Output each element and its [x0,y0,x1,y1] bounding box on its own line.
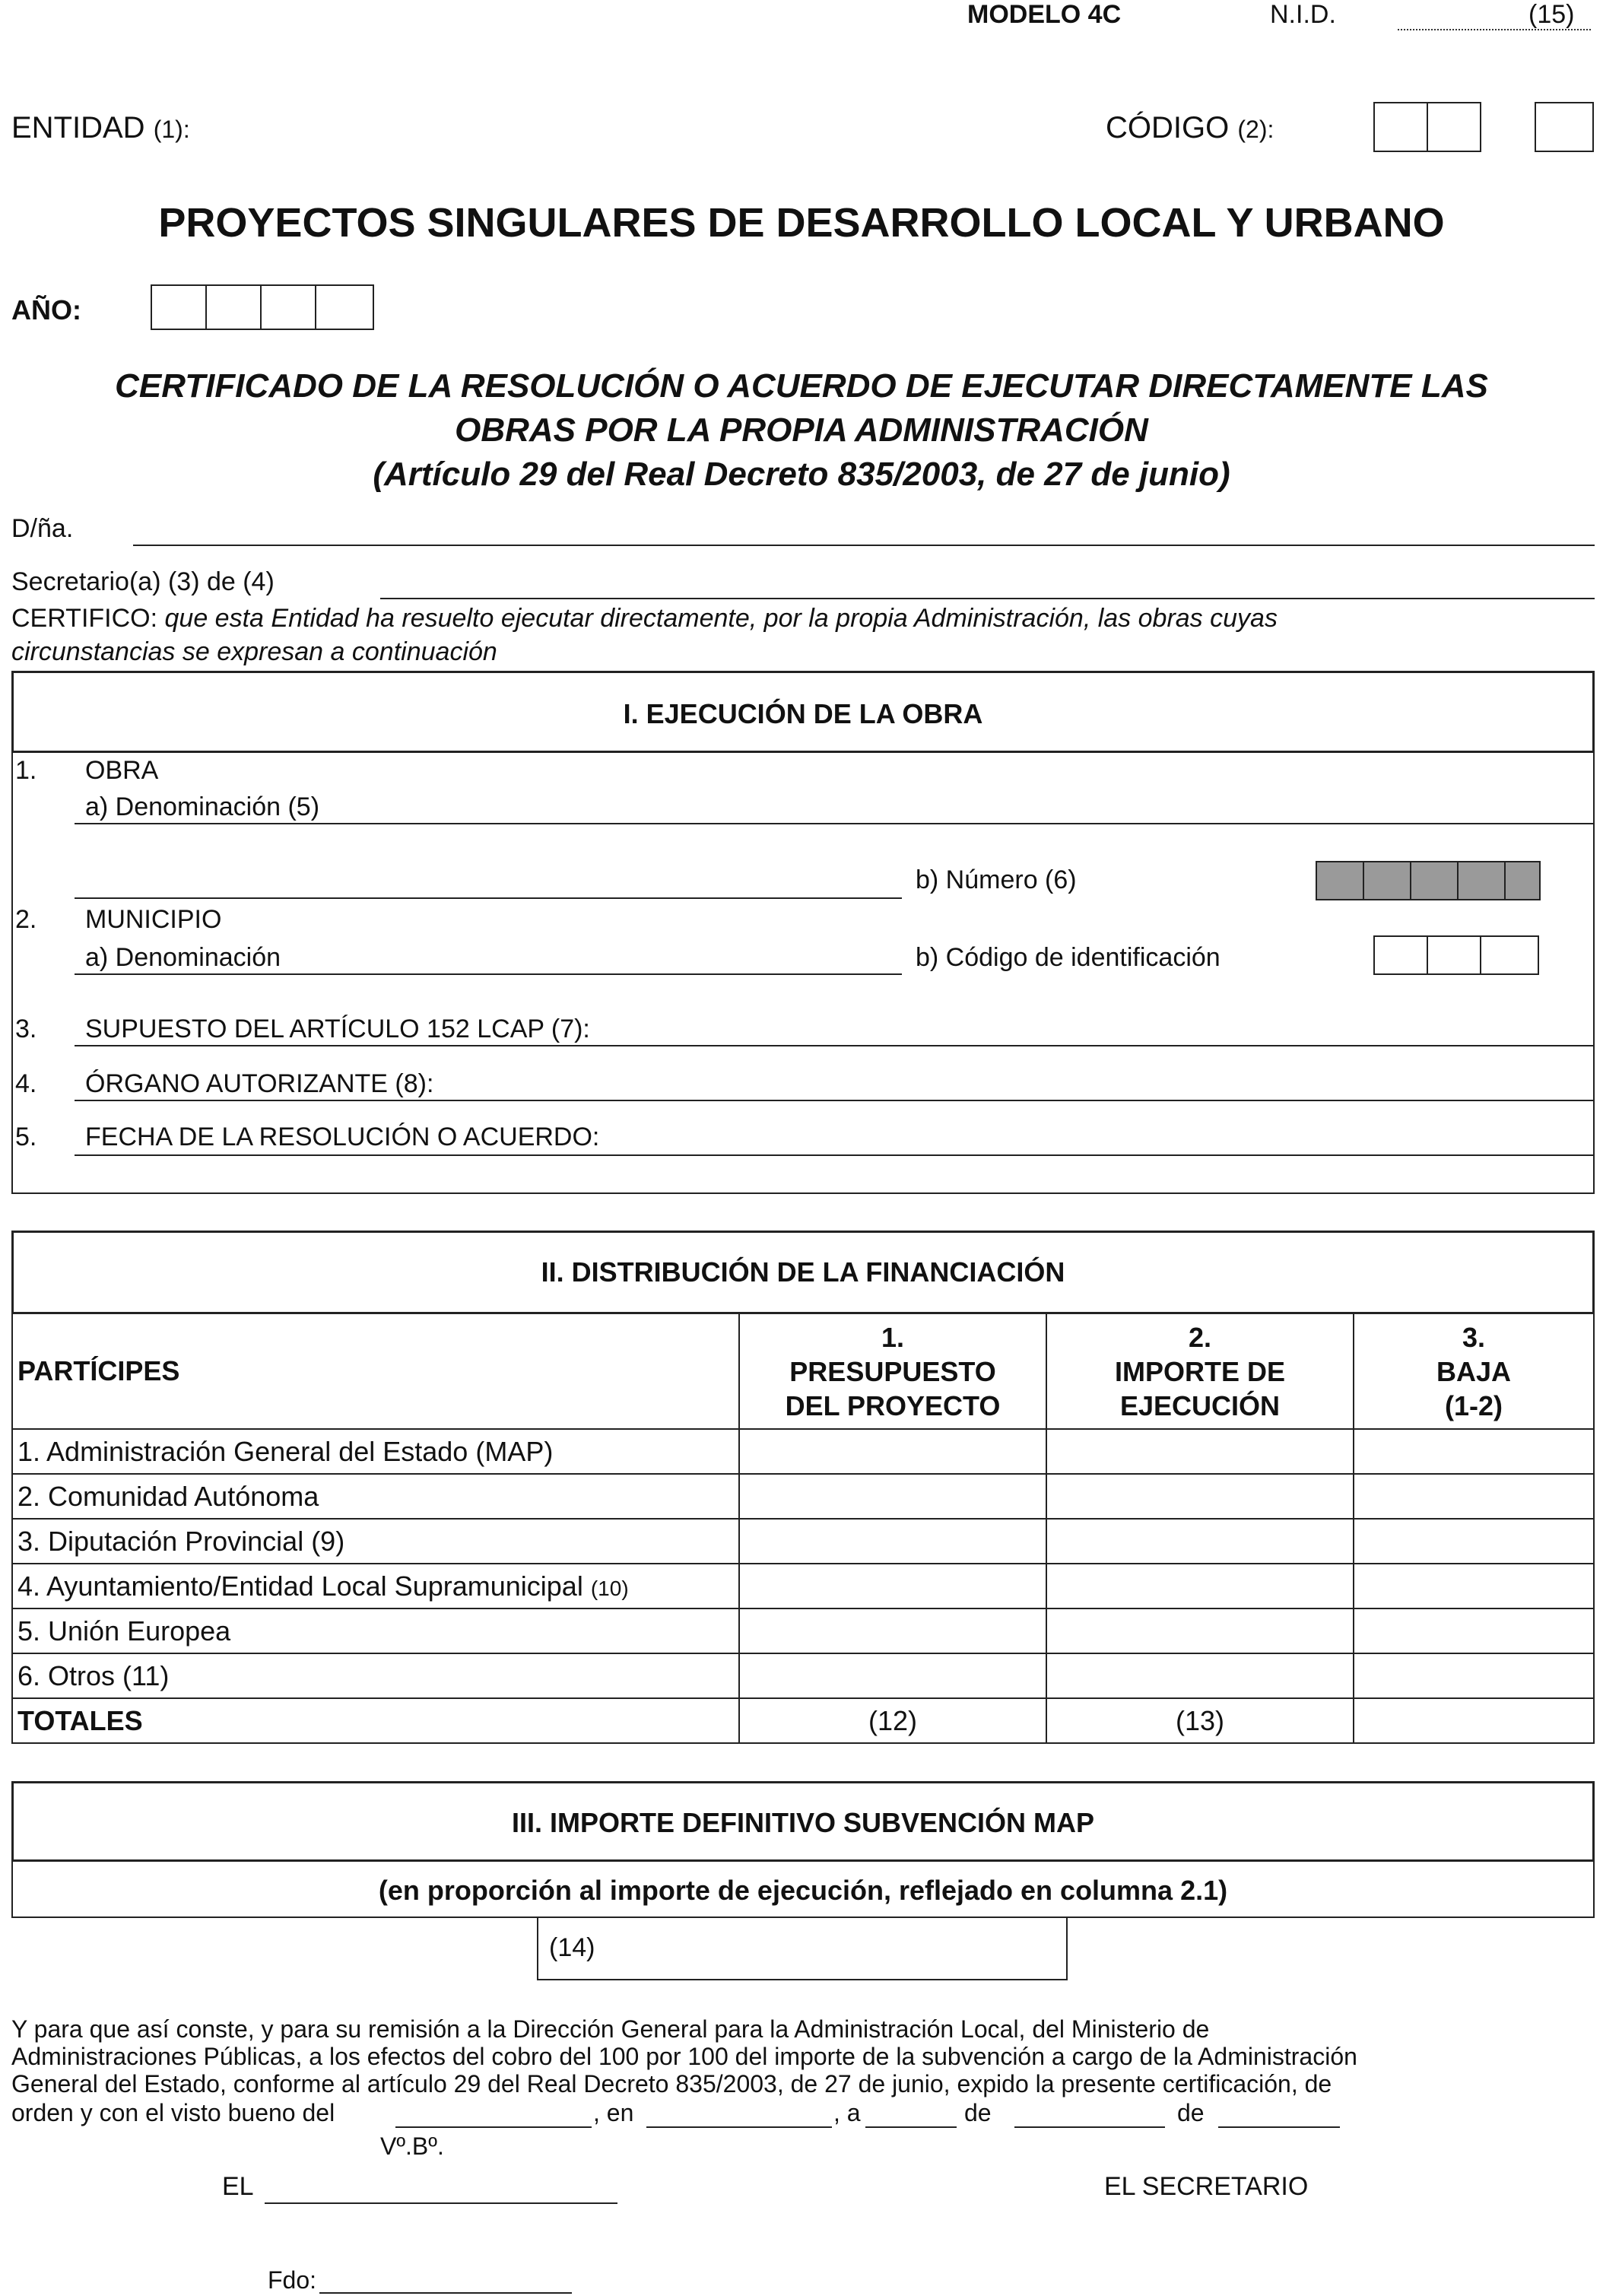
participant-label: 4. Ayuntamiento/Entidad Local Supramunicipal (10) [12,1564,739,1608]
section2-header [11,1231,1595,1314]
section2-title: II. DISTRIBUCIÓN DE LA FINANCIACIÓN [541,1256,1065,1288]
reduction-cell[interactable] [1354,1474,1594,1519]
supuesto-label: SUPUESTO DEL ARTÍCULO 152 LCAP (7): [85,1015,590,1043]
budget-cell[interactable] [739,1564,1046,1608]
year-label: AÑO: [11,294,81,326]
dna-field[interactable] [133,545,1595,546]
month-field[interactable] [1014,2126,1165,2128]
header-participants: PARTÍCIPES [12,1313,739,1429]
section1-left-border [11,751,13,1194]
reduction-cell[interactable] [1354,1429,1594,1474]
section1-header [11,671,1595,753]
total-budget-cell[interactable]: (12) [739,1698,1046,1743]
obra-number-box-3 [1410,861,1459,900]
section3-subtitle: (en proporción al importe de ejecución, reflejado en columna 2.1) [378,1875,1228,1906]
item5-number: 5. [15,1123,37,1151]
dna-label: D/ña. [11,514,74,543]
certifico-text: CERTIFICO: que esta Entidad ha resuelto ejecutar directamente, por la propia Administración, las obras cuyas [11,604,1278,633]
participant-label: 6. Otros (11) [12,1653,739,1698]
municipio-label: MUNICIPIO [85,905,222,934]
certificate-legal-reference: (Artículo 29 del Real Decreto 835/2003, de 27 de junio) [373,456,1230,493]
budget-cell[interactable] [739,1474,1046,1519]
closing-line3: General del Estado, conforme al artículo 29 del Real Decreto 835/2003, de 27 de junio, expido la presente certificación, de [11,2070,1332,2098]
budget-cell[interactable] [739,1608,1046,1653]
reduction-cell[interactable] [1354,1564,1594,1608]
obra-number-box-4 [1457,861,1506,900]
fecha-label: FECHA DE LA RESOLUCIÓN O ACUERDO: [85,1123,600,1151]
closing-en: , en [593,2099,634,2126]
municipio-denomination-field[interactable] [75,973,902,975]
reduction-cell[interactable] [1354,1519,1594,1564]
total-execution-cell[interactable]: (13) [1046,1698,1354,1743]
totals-row [12,1698,1594,1743]
table-row [12,1564,1594,1608]
day-field[interactable] [865,2126,957,2128]
subsidy-amount-field[interactable] [537,1917,1068,1980]
financing-header-row [12,1313,1594,1429]
nid-label: N.I.D. [1270,0,1336,29]
municipio-code-box-1[interactable] [1373,935,1428,975]
participant-label: 1. Administración General del Estado (MAP) [12,1429,739,1474]
item1-number: 1. [15,756,37,785]
table-row [12,1429,1594,1474]
nid-field[interactable] [1398,29,1591,30]
supuesto-field[interactable] [75,1045,1593,1046]
code-box-3[interactable] [1535,102,1594,152]
participant-label: 2. Comunidad Autónoma [12,1474,739,1519]
budget-cell[interactable] [739,1653,1046,1698]
page-title: PROYECTOS SINGULARES DE DESARROLLO LOCAL Y URBANO [158,200,1445,246]
header-budget: 1. PRESUPUESTO DEL PROYECTO [739,1313,1046,1429]
section3-subheader [11,1860,1595,1918]
fdo-field[interactable] [319,2292,572,2294]
code-box-1[interactable] [1373,102,1428,152]
obra-number-label: b) Número (6) [916,865,1077,894]
closing-a: , a [833,2099,861,2126]
execution-cell[interactable] [1046,1429,1354,1474]
subsidy-amount-ref: (14) [549,1933,595,1962]
section1-right-border [1593,751,1595,1194]
nid-ref: (15) [1528,0,1575,29]
section1-title: I. EJECUCIÓN DE LA OBRA [623,698,983,729]
obra-number-box-1 [1316,861,1364,900]
visto-bueno-label: Vº.Bº. [380,2132,444,2160]
obra-number-box-5 [1504,861,1541,900]
obra-denomination-field[interactable] [75,823,1593,824]
closing-de-2: de [1177,2099,1205,2126]
total-reduction-cell[interactable] [1354,1698,1594,1743]
header-reduction: 3. BAJA (1-2) [1354,1313,1594,1429]
obra-label: OBRA [85,756,159,785]
section3-header [11,1781,1595,1862]
budget-cell[interactable] [739,1519,1046,1564]
section1-bottom-border [11,1192,1595,1194]
signatory-title-field[interactable] [265,2202,617,2204]
execution-cell[interactable] [1046,1653,1354,1698]
code-box-2[interactable] [1427,102,1481,152]
section3-title: III. IMPORTE DEFINITIVO SUBVENCIÓN MAP [511,1807,1095,1838]
item2-number: 2. [15,905,37,934]
table-row [12,1653,1594,1698]
table-row [12,1519,1594,1564]
execution-cell[interactable] [1046,1564,1354,1608]
table-row [12,1474,1594,1519]
secretary-field[interactable] [380,598,1595,599]
totals-label: TOTALES [12,1698,739,1743]
closing-line1: Y para que así conste, y para su remisión a la Dirección General para la Administración Local, del Ministerio de [11,2015,1210,2043]
obra-denomination-label: a) Denominación (5) [85,792,320,821]
secretary-signature-label: EL SECRETARIO [1104,2172,1309,2201]
participant-label: 3. Diputación Provincial (9) [12,1519,739,1564]
closing-line4-start: orden y con el visto bueno del [11,2099,335,2126]
financing-table [11,1313,1595,1744]
obra-number-box-2 [1363,861,1411,900]
code-label: CÓDIGO (2): [1106,111,1274,144]
participant-label: 5. Unión Europea [12,1608,739,1653]
header-execution: 2. IMPORTE DE EJECUCIÓN [1046,1313,1354,1429]
fecha-field[interactable] [75,1154,1593,1156]
year-field[interactable] [1218,2126,1340,2128]
year-box-1[interactable] [151,284,207,330]
model-number: MODELO 4C [967,0,1122,29]
visto-bueno-field[interactable] [395,2126,592,2128]
closing-de-1: de [964,2099,992,2126]
budget-cell[interactable] [739,1429,1046,1474]
entity-label: ENTIDAD (1): [11,111,190,144]
organo-field[interactable] [75,1100,1593,1101]
municipio-code-box-2[interactable] [1427,935,1481,975]
certificate-title-line1: CERTIFICADO DE LA RESOLUCIÓN O ACUERDO DE EJECUTAR DIRECTAMENTE LAS [115,367,1488,405]
organo-label: ÓRGANO AUTORIZANTE (8): [85,1069,434,1098]
year-box-2[interactable] [205,284,262,330]
item3-number: 3. [15,1015,37,1043]
municipio-code-box-3[interactable] [1480,935,1539,975]
municipio-denomination-label: a) Denominación [85,943,281,972]
year-box-3[interactable] [260,284,316,330]
execution-cell[interactable] [1046,1608,1354,1653]
obra-denomination-field-2[interactable] [75,897,902,899]
fdo-label: Fdo: [268,2266,317,2294]
execution-cell[interactable] [1046,1519,1354,1564]
table-row [12,1608,1594,1653]
item4-number: 4. [15,1069,37,1098]
place-field[interactable] [646,2126,832,2128]
closing-line2: Administraciones Públicas, a los efectos del cobro del 100 por 100 del importe de la subvención a cargo de la Administración [11,2043,1357,2070]
secretary-label: Secretario(a) (3) de (4) [11,567,275,596]
certificate-title-line2: OBRAS POR LA PROPIA ADMINISTRACIÓN [455,411,1148,449]
certifico-text-continued: circunstancias se expresan a continuación [11,637,497,666]
execution-cell[interactable] [1046,1474,1354,1519]
year-box-4[interactable] [315,284,374,330]
el-label: EL [222,2172,254,2201]
reduction-cell[interactable] [1354,1608,1594,1653]
reduction-cell[interactable] [1354,1653,1594,1698]
municipio-code-label: b) Código de identificación [916,943,1221,972]
